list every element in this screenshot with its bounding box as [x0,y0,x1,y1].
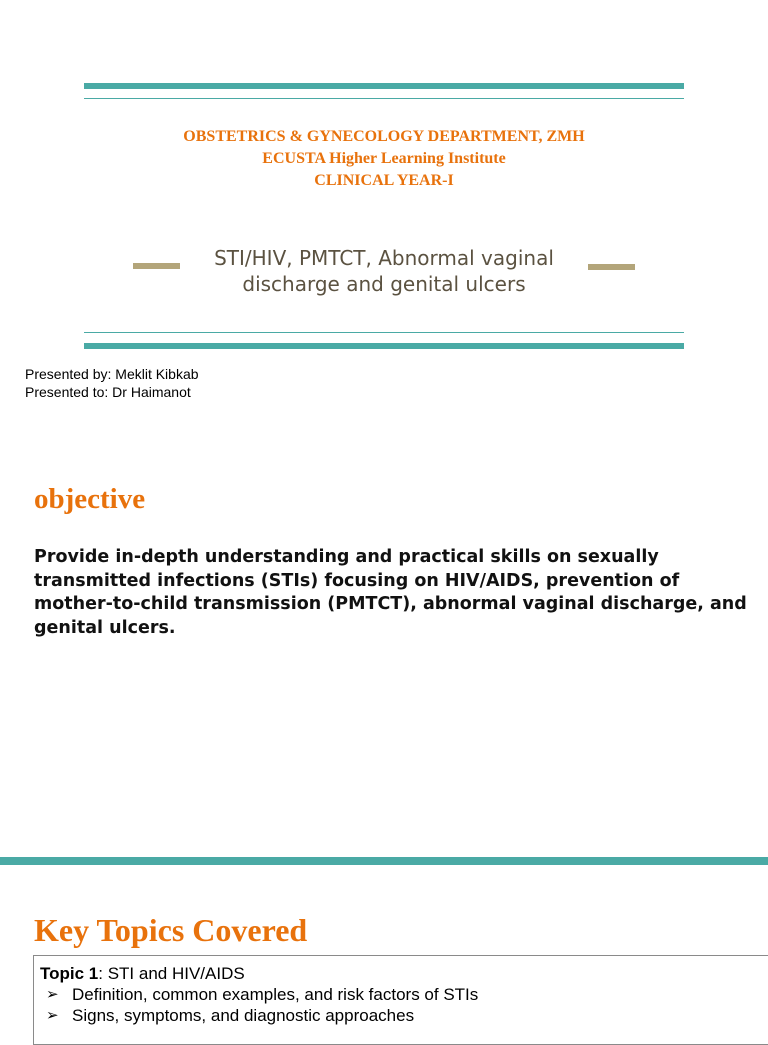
key-topics-heading: Key Topics Covered [34,912,308,948]
topic-1-line [40,963,768,984]
header-line-year: CLINICAL YEAR-I [314,172,454,189]
slide-title: STI/HIV, PMTCT, Abnormal vaginal discharge and genital ulcers [214,246,554,296]
title-left-dash [133,263,180,269]
presented-by: Presented by: Meklit Kibkab [25,366,199,382]
list-item [40,984,768,1005]
presenter-info [25,365,199,401]
header-line-department: OBSTETRICS & GYNECOLOGY DEPARTMENT, ZMH [183,128,585,145]
objective-text: Provide in-depth understanding and practical skills on sexually transmitted infections (STIs) focusing on HIV/AIDS, prevention of mother-to-child transmission (PMTCT), abnormal vaginal discharge, and genital ulcers. [34,547,747,638]
topic-title: : STI and HIV/AIDS [98,964,245,983]
header-line-institute: ECUSTA Higher Learning Institute [262,150,506,167]
list-item-text: Definition, common examples, and risk factors of STIs [72,985,479,1004]
arrow-bullet-icon: ➢ [46,1007,59,1024]
topic-label: Topic 1 [40,964,99,983]
arrow-bullet-icon: ➢ [46,986,59,1003]
bottom-thick-rule [84,343,684,349]
list-item-text: Signs, symptoms, and diagnostic approaches [72,1006,415,1025]
top-thick-rule [84,83,684,89]
slide-separator-bar [0,857,768,865]
presented-to: Presented to: Dr Haimanot [25,384,191,400]
bottom-thin-rule [84,332,684,333]
objective-heading: objective [34,483,146,515]
list-item [40,1005,768,1026]
topic-box [33,955,768,1045]
department-header [84,126,684,192]
top-thin-rule [84,98,684,99]
title-right-dash [588,264,635,270]
